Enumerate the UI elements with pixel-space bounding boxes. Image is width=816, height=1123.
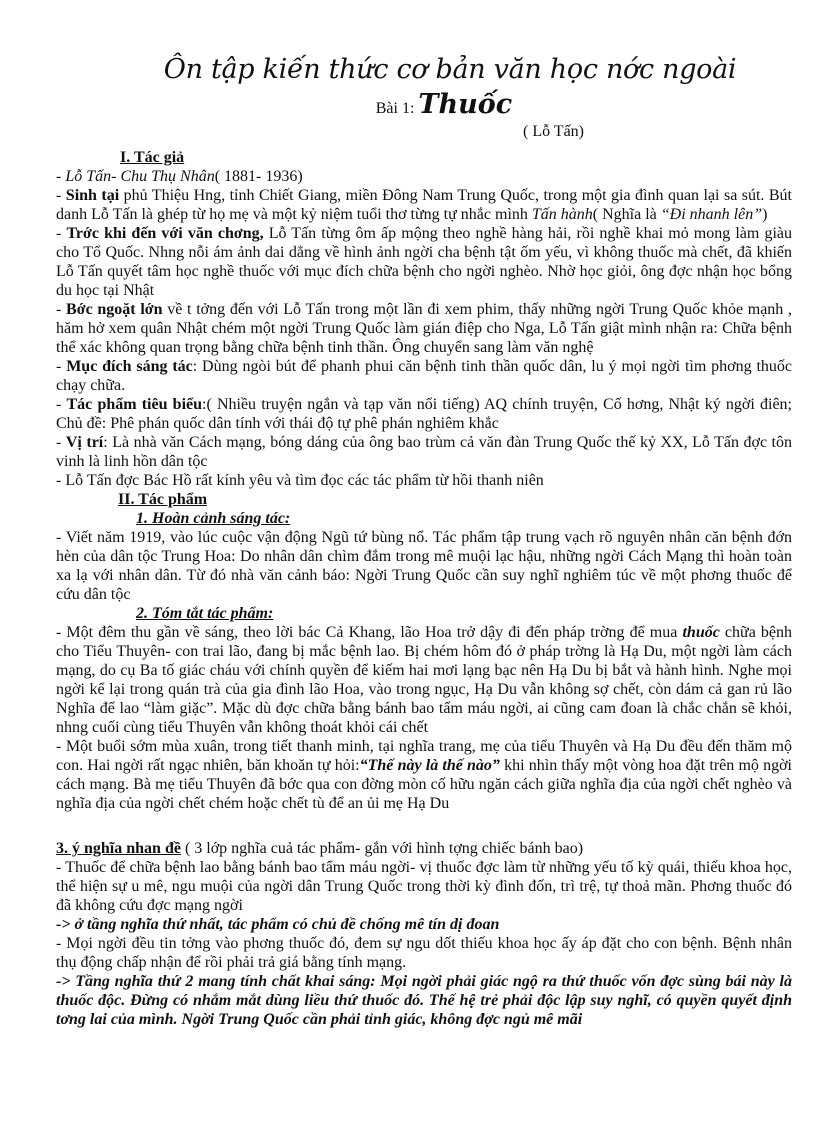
section-title-meaning: 3. ý nghĩa nhan đề ( 3 lớp nghĩa cuả tác phẩm- gắn với hình tợng chiếc bánh bao)	[56, 840, 584, 857]
meaning-paragraph-1: - Thuốc để chữa bệnh lao bằng bánh bao tẩm máu ngời- vị thuốc đợc làm từ những yếu tố kỳ quái, thiếu khoa học, thể hiện sự u mê, ngu muội của ngời dân Trung Quốc trong thời kỳ đình đốn, trì trệ, tự thoả mãn. Phơng thuốc đó đã không cứu đợc mạng ngời	[56, 859, 792, 914]
meaning-layer-2: -> Tầng nghĩa thứ 2 mang tính chất khai sáng: Mọi ngời phải giác ngộ ra thứ thuốc vốn đợc sùng bái này là thuốc độc. Đừng có nhắm mắt dùng liều thứ thuốc đó. Thế hệ trẻ phải độc lập suy nghĩ, có quyền quyết định tơng lai của mình. Ngời Trung Quốc cần phải tỉnh giác, không đợc ngủ mê mãi	[56, 973, 792, 1028]
meaning-paragraph-2: - Mọi ngời đều tin tởng vào phơng thuốc đó, đem sự ngu dốt thiếu khoa học ấy áp đặt cho con bệnh. Bệnh nhân thụ động chấp nhận để rồi phải trả giá bằng tính mạng.	[56, 935, 792, 971]
meaning-layer-1: -> ở tầng nghĩa thứ nhất, tác phẩm có chủ đề chống mê tín dị đoan	[56, 916, 500, 933]
author-position: - Vị trí: Là nhà văn Cách mạng, bóng dáng của ông bao trùm cả văn đàn Trung Quốc thế kỷ XX, Lỗ Tấn đợc tôn vinh là linh hồn dân tộc	[56, 434, 792, 470]
summary-paragraph-1: - Một đêm thu gần về sáng, theo lời bác Cả Khang, lão Hoa trở dậy đi đến pháp trờng để mua thuốc chữa bệnh cho Tiểu Thuyên- con trai lão, đang bị mắc bệnh lao. Bị chém hôm đó ở pháp trờng là Hạ Du, một ngời làm cách mạng, do cụ Ba tố giác cháu với chính quyền để kiếm hai mơi lạng bạc nên Hạ Du bị bắt và hành hình. Nghe mọi ngời kể lại trong quán trà của gia đình lão Hoa, vào trong ngục, Hạ Du vẫn không sợ chết, còn dám cả gan rủ lão Nghĩa để lao “làm giặc”. Mặc dù đợc chữa bằng bánh bao tẩm máu ngời, ai cũng cam đoan là chắc chắn sẽ khỏi, nhng cuối cùng tiểu Thuyên vẫn không thoát khỏi cái chết	[56, 624, 793, 736]
lesson-label: Bài 1:	[375, 100, 415, 117]
subsection-summary-heading: 2. Tóm tắt tác phẩm:	[136, 605, 274, 622]
context-paragraph: - Viết năm 1919, vào lúc cuộc vận động Ngũ tứ bùng nổ. Tác phẩm tập trung vạch rõ nguyên nhân căn bệnh đớn hèn của dân tộc Trung Hoa: Do nhân dân chìm đắm trong mê muội lạc hậu, những ngời Cách Mạng thì hoàn toàn xa lạ với nhân dân. Từ đó nhà văn cảnh báo: Ngời Trung Quốc cần suy nghĩ nghiêm túc về một phơng thuốc để cứu dân tộc	[56, 529, 792, 603]
section-author-heading: I. Tác giả	[120, 149, 185, 166]
author-birthplace: - Sinh tại phủ Thiệu Hng, tỉnh Chiết Giang, miền Đông Nam Trung Quốc, trong một gia đình quan lại sa sút. Bút danh Lỗ Tấn là ghép từ họ mẹ và một kỷ niệm tuổi thơ từng tự nhắc mình Tấn hành( Nghĩa là “Đi nhanh lên”)	[56, 187, 792, 223]
author-purpose: - Mục đích sáng tác: Dùng ngòi bút để phanh phui căn bệnh tinh thần quốc dân, lu ý mọi ngời tìm phơng thuốc chạy chữa.	[56, 358, 793, 394]
summary-paragraph-2: - Một buổi sớm mùa xuân, trong tiết thanh minh, tại nghĩa trang, mẹ của tiểu Thuyên và Hạ Du đều đến thăm mộ con. Hai ngời rất ngạc nhiên, băn khoăn tự hỏi:“Thế này là thế nào” khi nhìn thấy một vòng hoa đặt trên mộ ngời cách mạng. Bà mẹ tiểu Thuyên đã bớc qua con đờng mòn cố hữu ngăn cách giữa nghĩa địa của ngời chết nghèo và nghĩa địa của ngời chết chém hoặc chết tù để an ủi mẹ Hạ Du	[56, 738, 793, 812]
author-turning-point: - Bớc ngoặt lớn về t tởng đến với Lỗ Tấn trong một lần đi xem phim, thấy những ngời Trung Quốc khỏe mạnh , hăm hở xem quân Nhật chém một ngời Trung Quốc làm gián điệp cho Nga, Lỗ Tấn giật mình nhận ra: Chữa bệnh thể xác không quan trọng bằng chữa bệnh tinh thần. Ông chuyển sang làm văn nghệ	[56, 301, 793, 356]
section-work-heading: II. Tác phẩm	[118, 491, 208, 508]
section-title-meaning-heading: 3. ý nghĩa nhan đề	[56, 840, 181, 857]
document-page	[56, 52, 792, 1029]
author-uncle-ho: - Lỗ Tấn đợc Bác Hồ rất kính yêu và tìm đọc các tác phẩm từ hồi thanh niên	[56, 472, 544, 489]
author-works: - Tác phẩm tiêu biểu:( Nhiều truyện ngắn và tạp văn nổi tiếng) AQ chính truyện, Cố hơng, Nhật ký ngời điên; Chủ đề: Phê phán quốc dân tính với thái độ tự phê phán nghiêm khắc	[56, 396, 792, 432]
lesson-author: ( Lỗ Tấn)	[522, 123, 584, 140]
author-name-line: - Lỗ Tấn- Chu Thụ Nhân( 1881- 1936)	[56, 168, 303, 185]
document-title: Ôn tập kiến thức cơ bản văn học nớc ngoài	[163, 54, 737, 85]
lesson-title: Thuốc	[418, 89, 513, 120]
subsection-context-heading: 1. Hoàn cảnh sáng tác:	[136, 510, 291, 527]
author-early-life: - Trớc khi đến với văn chơng, Lỗ Tấn từng ôm ấp mộng theo nghề hàng hải, rồi nghề khai mỏ mong làm giàu cho Tổ Quốc. Nhng nỗi ám ảnh dai dẳng về hình ảnh ngời cha bệnh tật ốm yếu, vì không thuốc mà chết, đã khiến Lỗ Tấn quyết tâm học nghề thuốc với mục đích chữa bệnh cho ngời nghèo. Nhờ học giỏi, ông đợc nhận học bổng du học tại Nhật	[56, 225, 792, 299]
lesson-line	[96, 90, 792, 124]
